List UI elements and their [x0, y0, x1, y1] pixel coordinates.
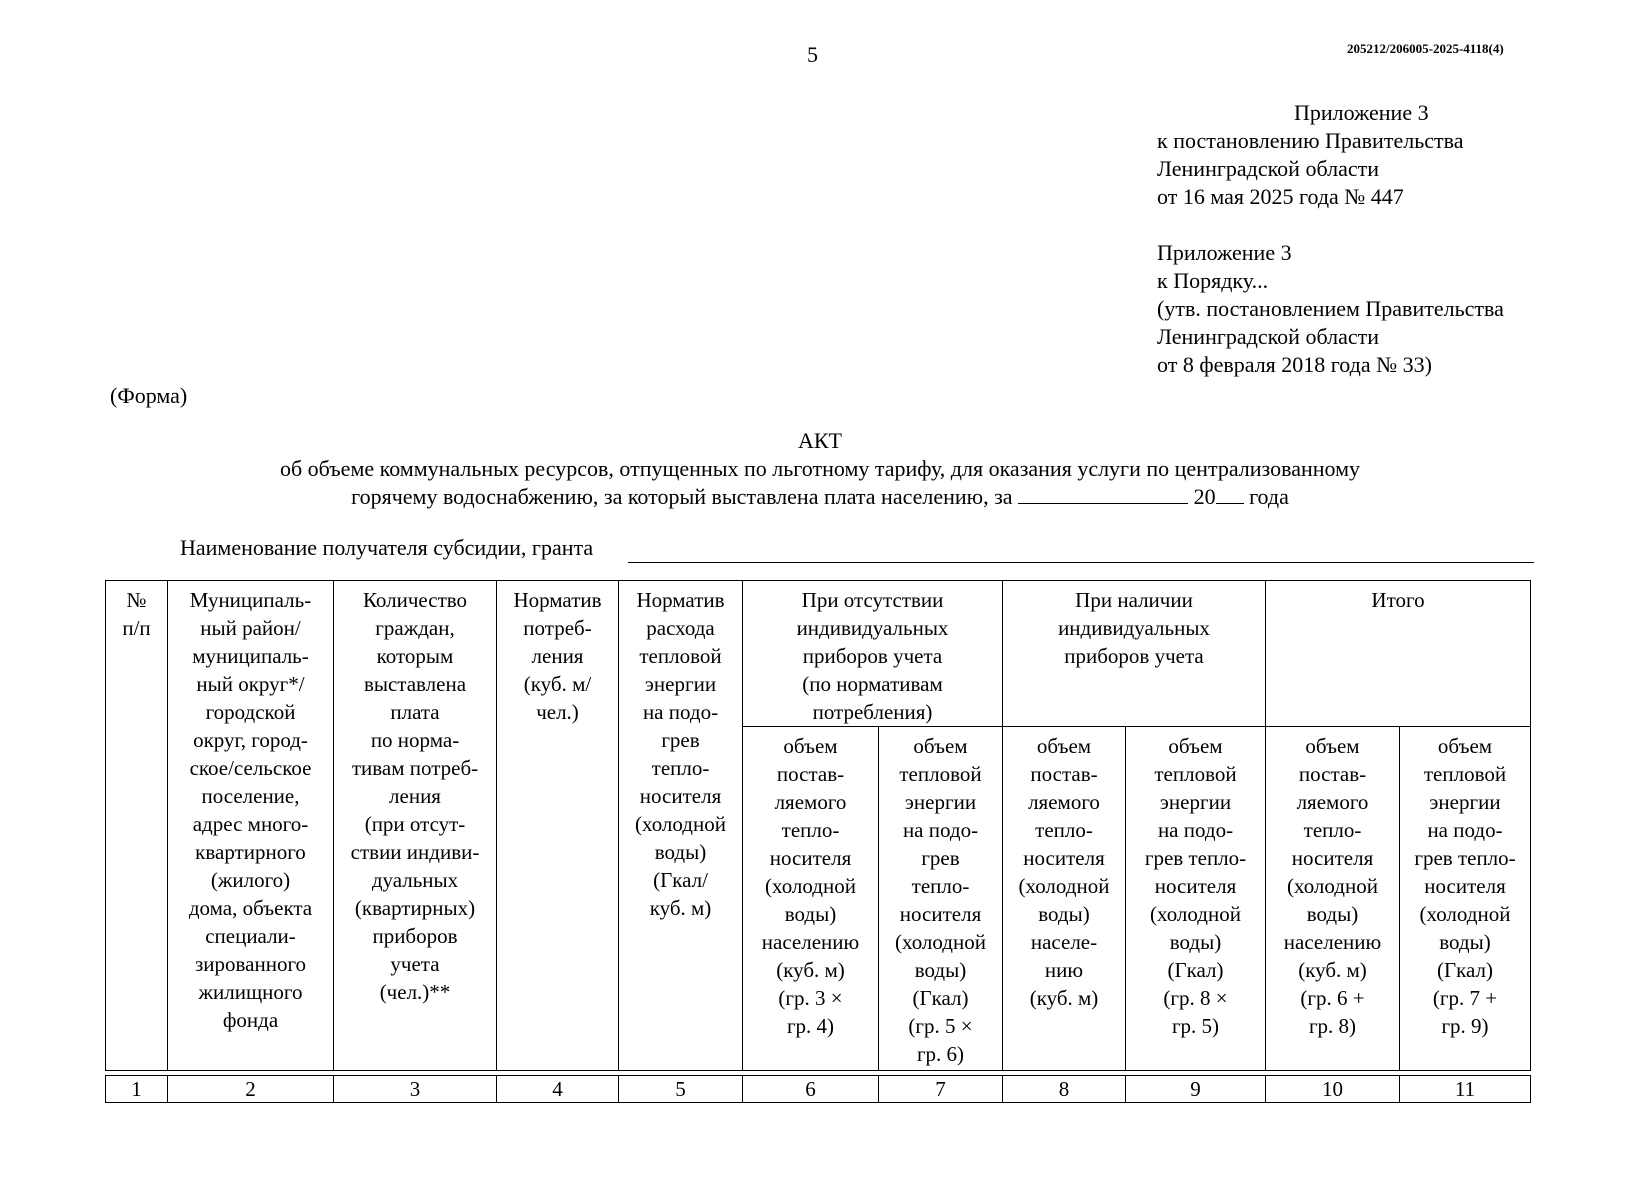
appendix-line: Ленинградской области: [1157, 156, 1379, 181]
column-number: 9: [1126, 1076, 1266, 1103]
act-title: АКТ: [798, 428, 842, 453]
column-number: 2: [168, 1076, 334, 1103]
year-blank: [1216, 483, 1244, 504]
header-col-7: объем тепловой энергии на подо- грев тепло- носителя (холодной воды) (Гкал) (гр. 5 × гр. 6): [879, 727, 1003, 1071]
header-col-6: объем постав- ляемого тепло- носителя (холодной воды) населению (куб. м) (гр. 3 × гр. 4): [743, 727, 879, 1071]
column-number: 8: [1003, 1076, 1126, 1103]
column-number: 11: [1400, 1076, 1531, 1103]
recipient-label: Наименование получателя субсидии, гранта: [180, 535, 594, 560]
act-title-block: [140, 427, 1500, 511]
appendix-procedure: [1157, 239, 1504, 379]
column-number: 10: [1266, 1076, 1400, 1103]
header-col-8: объем постав- ляемого тепло- носителя (холодной воды) населе- нию (куб. м): [1003, 727, 1126, 1071]
column-number: 5: [619, 1076, 743, 1103]
header-col-11: объем тепловой энергии на подо- грев тепло- носителя (холодной воды) (Гкал) (гр. 7 + гр. 9): [1400, 727, 1531, 1071]
header-col-10: объем постав- ляемого тепло- носителя (холодной воды) населению (куб. м) (гр. 6 + гр. 8): [1266, 727, 1400, 1071]
appendix-line: (утв. постановлением Правительства: [1157, 296, 1504, 321]
subtitle-text: горячему водоснабжению, за который выставлена плата населению, за: [351, 484, 1013, 509]
header-col-3: Количество граждан, которым выставлена плата по норма- тивам потреб- ления (при отсут- ствии индиви- дуальных (квартирных) приборов учета (чел.)**: [334, 581, 497, 1071]
column-number: 7: [879, 1076, 1003, 1103]
appendix-line: от 16 мая 2025 года № 447: [1157, 184, 1404, 209]
header-col-2: Муниципаль- ный район/ муниципаль- ный округ*/ городской округ, город- ское/сельское поселение, адрес много- квартирного (жилого) дома, объекта специали- зированного жилищного фонда: [168, 581, 334, 1071]
column-number-row: [106, 1076, 1531, 1103]
appendix-resolution: [1157, 99, 1463, 211]
appendix-line: к Порядку...: [1157, 268, 1269, 293]
act-subtitle-line1: об объеме коммунальных ресурсов, отпущенных по льготному тарифу, для оказания услуги по централизованному: [279, 456, 1361, 481]
header-row-1: [106, 581, 1531, 727]
form-label: (Форма): [110, 383, 188, 408]
header-col-1: № п/п: [106, 581, 168, 1071]
column-number: 3: [334, 1076, 497, 1103]
year-prefix: 20: [1193, 484, 1216, 509]
column-number: 1: [106, 1076, 168, 1103]
act-subtitle-line2: [140, 483, 1500, 511]
page-number: 5: [807, 42, 818, 67]
header-col-9: объем тепловой энергии на подо- грев тепло- носителя (холодной воды) (Гкал) (гр. 8 × гр. 5): [1126, 727, 1266, 1071]
appendix-line: Ленинградской области: [1157, 324, 1379, 349]
act-table: [105, 580, 1531, 1103]
appendix-line: к постановлению Правительства: [1157, 128, 1464, 153]
header-group-total: Итого: [1266, 581, 1531, 727]
document-id: 205212/206005-2025-4118(4): [1347, 41, 1504, 56]
recipient-blank-line: [628, 562, 1534, 563]
appendix-line: от 8 февраля 2018 года № 33): [1157, 352, 1432, 377]
header-group-absent: При отсутствии индивидуальных приборов учета (по нормативам потребления): [743, 581, 1003, 727]
header-group-present: При наличии индивидуальных приборов учета: [1003, 581, 1266, 727]
column-number: 4: [497, 1076, 619, 1103]
year-suffix: года: [1249, 484, 1289, 509]
appendix-line: Приложение 3: [1294, 100, 1429, 125]
header-col-4: Норматив потреб- ления (куб. м/ чел.): [497, 581, 619, 1071]
header-col-5: Норматив расхода тепловой энергии на подо- грев тепло- носителя (холодной воды) (Гкал/ куб. м): [619, 581, 743, 1071]
period-blank: [1018, 483, 1188, 504]
column-number: 6: [743, 1076, 879, 1103]
appendix-line: Приложение 3: [1157, 240, 1292, 265]
